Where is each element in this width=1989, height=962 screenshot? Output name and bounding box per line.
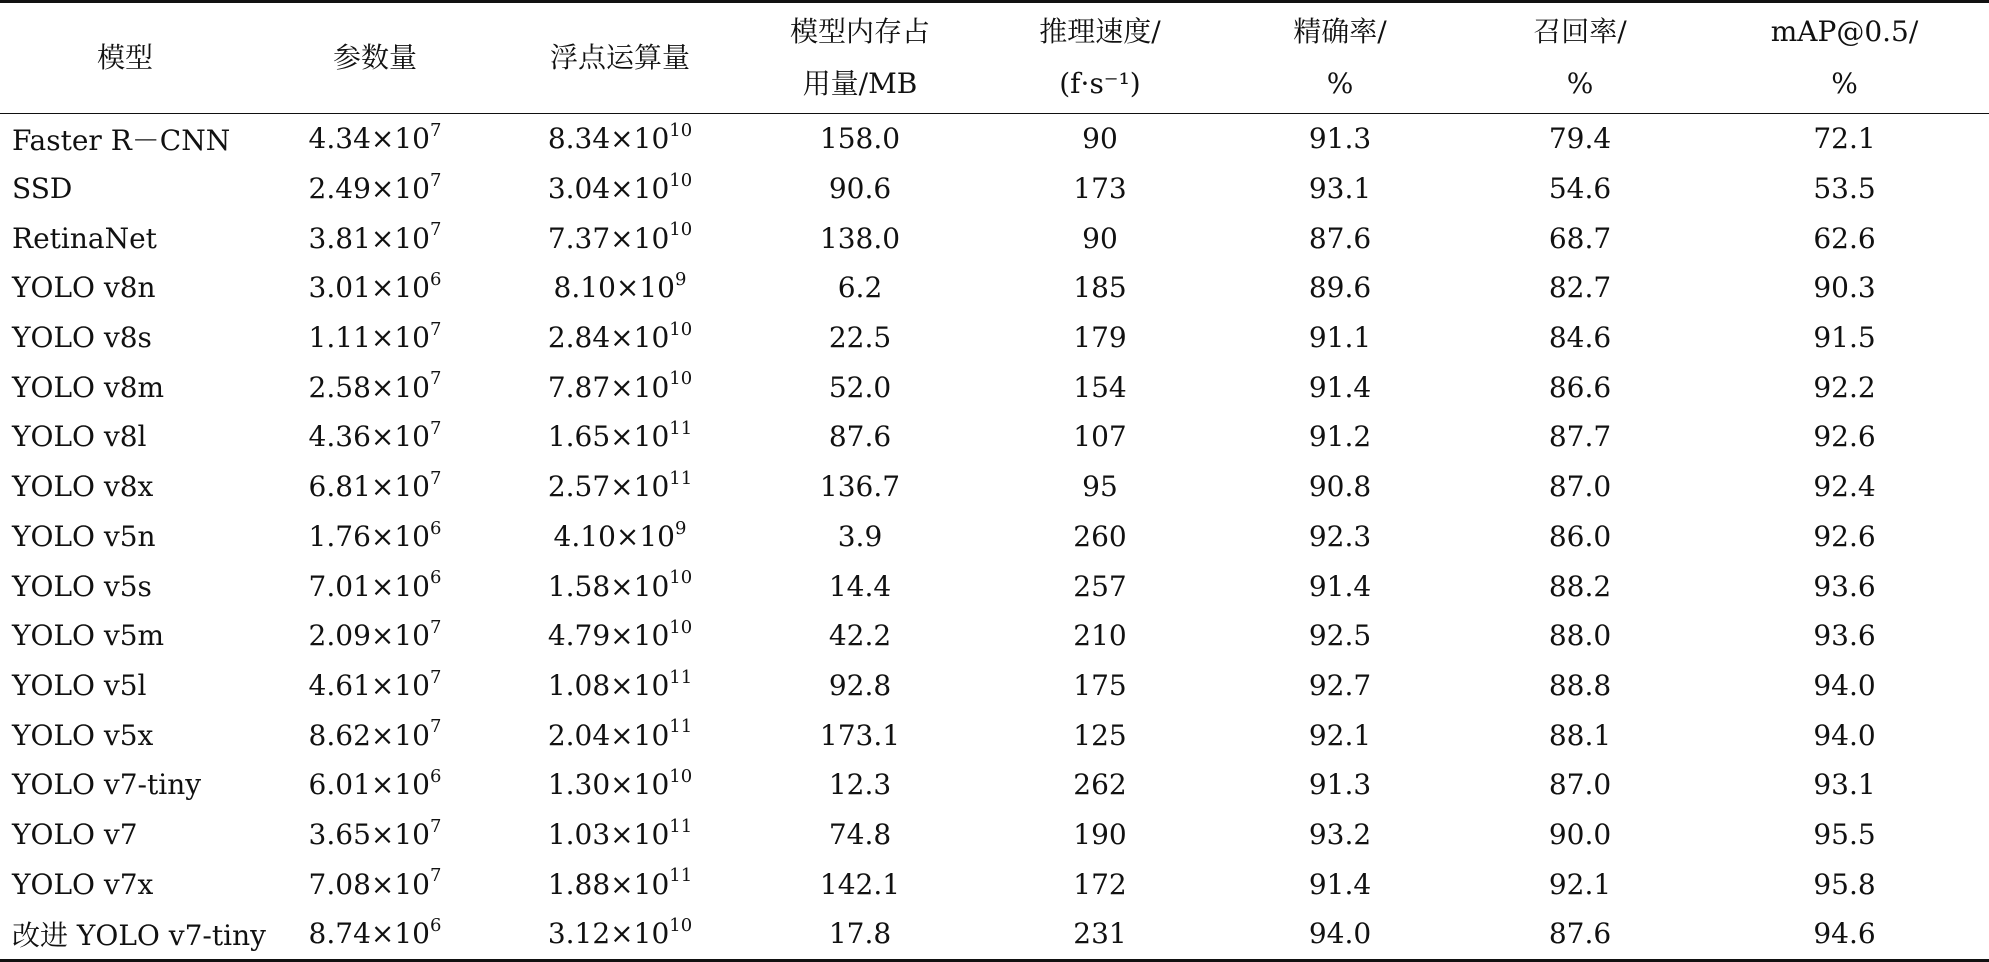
cell-flops-exponent: 11 — [669, 666, 693, 688]
cell-memory: 173.1 — [819, 718, 901, 752]
cell-flops-exponent: 11 — [669, 865, 693, 887]
cell-flops-base: 4.79×10 — [547, 619, 670, 653]
cell-params-base: 1.76×10 — [308, 519, 430, 553]
cell-speed: 90 — [1082, 221, 1118, 255]
cell-recall: 87.7 — [1548, 420, 1612, 454]
cell-flops-exponent: 10 — [669, 368, 693, 390]
cell-flops — [500, 263, 740, 313]
cell-recall: 84.6 — [1548, 321, 1612, 355]
cell-flops-exponent: 10 — [669, 318, 693, 340]
cell-flops — [500, 462, 740, 512]
cell-flops-exponent: 10 — [669, 915, 693, 937]
cell-flops-exponent: 10 — [669, 765, 693, 787]
table-row — [0, 164, 1989, 214]
table-row — [0, 710, 1989, 760]
cell-precision: 89.6 — [1308, 271, 1372, 305]
cell-flops-base: 1.58×10 — [547, 569, 670, 603]
cell-precision: 91.3 — [1308, 122, 1372, 156]
header-map-line1: mAP@0.5/ — [1770, 15, 1919, 48]
cell-map: 93.6 — [1813, 619, 1876, 653]
cell-params — [250, 462, 500, 512]
cell-map: 92.6 — [1813, 519, 1876, 553]
cell-map: 92.6 — [1813, 420, 1876, 454]
cell-flops-exponent: 10 — [669, 169, 693, 191]
cell-map: 53.5 — [1813, 172, 1876, 206]
cell-memory: 90.6 — [828, 172, 892, 206]
cell-params — [250, 909, 500, 960]
cell-speed: 257 — [1073, 569, 1127, 603]
cell-memory: 158.0 — [819, 122, 901, 156]
cell-params — [250, 611, 500, 661]
cell-params-exponent: 7 — [429, 219, 442, 241]
cell-speed: 154 — [1073, 370, 1127, 404]
cell-map: 62.6 — [1813, 221, 1876, 255]
cell-recall: 82.7 — [1548, 271, 1612, 305]
header-speed-line1: 推理速度/ — [1039, 15, 1161, 48]
cell-params-base: 2.58×10 — [308, 370, 430, 404]
cell-map: 95.8 — [1813, 867, 1876, 901]
cell-flops-base: 7.37×10 — [547, 221, 670, 255]
cell-params — [250, 412, 500, 462]
header-recall — [1460, 2, 1700, 114]
cell-params-exponent: 6 — [429, 765, 442, 787]
cell-flops-base: 2.57×10 — [547, 470, 670, 504]
cell-params — [250, 710, 500, 760]
cell-precision: 93.1 — [1308, 172, 1372, 206]
table-body — [0, 114, 1989, 961]
cell-flops-base: 1.65×10 — [547, 420, 670, 454]
cell-speed: 231 — [980, 909, 1220, 960]
cell-flops-base: 2.84×10 — [547, 321, 670, 355]
cell-params-base: 4.34×10 — [308, 122, 430, 156]
table-row — [0, 661, 1989, 711]
cell-speed: 107 — [1073, 420, 1127, 454]
cell-params — [250, 114, 500, 164]
cell-precision: 91.4 — [1308, 867, 1372, 901]
header-map — [1700, 2, 1989, 114]
cell-recall: 86.6 — [1548, 370, 1612, 404]
cell-speed: 260 — [1073, 519, 1127, 553]
cell-params-base: 3.81×10 — [308, 221, 430, 255]
cell-recall: 87.6 — [1460, 909, 1700, 960]
cell-speed: 175 — [1073, 668, 1127, 702]
table-row — [0, 810, 1989, 860]
cell-params-exponent: 7 — [429, 418, 442, 440]
cell-flops — [500, 810, 740, 860]
cell-model: YOLO v8x — [12, 470, 154, 504]
cell-flops-exponent: 10 — [669, 219, 693, 241]
cell-flops — [500, 512, 740, 562]
cell-params-base: 8.62×10 — [308, 718, 430, 752]
cell-map: 93.6 — [1813, 569, 1876, 603]
table-header — [0, 2, 1989, 114]
cell-flops — [500, 859, 740, 909]
table-row — [0, 859, 1989, 909]
cell-flops-exponent: 11 — [669, 467, 693, 489]
cell-precision: 91.4 — [1308, 370, 1372, 404]
cell-model: YOLO v8s — [12, 321, 152, 355]
cell-speed: 173 — [1073, 172, 1127, 206]
cell-flops-base: 1.08×10 — [547, 668, 670, 702]
cell-speed: 179 — [1073, 321, 1127, 355]
cell-flops-exponent: 11 — [669, 716, 693, 738]
cell-flops-base: 3.12×10 — [547, 917, 670, 951]
cell-flops — [500, 362, 740, 412]
table-row — [0, 909, 1989, 960]
cell-params — [250, 213, 500, 263]
cell-model: YOLO v5s — [12, 569, 152, 603]
table-row — [0, 263, 1989, 313]
table-row — [0, 114, 1989, 164]
cell-params-base: 7.01×10 — [308, 569, 430, 603]
cell-flops-base: 2.04×10 — [547, 718, 670, 752]
cell-precision: 91.2 — [1308, 420, 1372, 454]
cell-model: YOLO v7-tiny — [12, 768, 202, 802]
header-params — [250, 2, 500, 114]
cell-flops — [500, 213, 740, 263]
cell-speed: 125 — [1073, 718, 1127, 752]
cell-map: 90.3 — [1813, 271, 1876, 305]
cell-flops-exponent: 9 — [674, 517, 687, 539]
cell-model: YOLO v7x — [12, 867, 154, 901]
cell-flops — [500, 710, 740, 760]
cell-model: YOLO v8l — [12, 420, 147, 454]
header-model-text: 模型 — [96, 41, 153, 74]
cell-recall: 87.0 — [1548, 768, 1612, 802]
cell-recall: 86.0 — [1548, 519, 1612, 553]
cell-params-base: 4.61×10 — [308, 668, 430, 702]
cell-flops — [500, 313, 740, 363]
cell-flops-base: 7.87×10 — [547, 370, 670, 404]
cell-params-exponent: 6 — [429, 517, 442, 539]
cell-memory: 87.6 — [828, 420, 892, 454]
cell-params — [250, 760, 500, 810]
header-memory-line2: 用量/MB — [802, 67, 918, 100]
header-memory-line1: 模型内存占 — [789, 15, 930, 48]
cell-params-exponent: 7 — [429, 716, 442, 738]
cell-precision: 91.4 — [1308, 569, 1372, 603]
cell-model: 改进 YOLO v7-tiny — [0, 909, 250, 960]
cell-flops-base: 8.10×10 — [553, 271, 675, 305]
cell-params — [250, 164, 500, 214]
header-map-line2: % — [1831, 67, 1858, 100]
cell-params-base: 2.49×10 — [308, 172, 430, 206]
cell-params-base: 2.09×10 — [308, 619, 430, 653]
cell-map: 92.4 — [1813, 470, 1876, 504]
cell-map: 94.0 — [1813, 718, 1876, 752]
cell-params-exponent: 7 — [429, 120, 442, 142]
cell-params-base: 6.81×10 — [308, 470, 430, 504]
cell-map: 94.0 — [1813, 668, 1876, 702]
cell-params-base: 1.11×10 — [308, 321, 430, 355]
cell-memory: 12.3 — [828, 768, 892, 802]
cell-map: 72.1 — [1813, 122, 1876, 156]
cell-params-base: 8.74×10 — [308, 917, 430, 951]
cell-params-exponent: 6 — [429, 269, 442, 291]
header-memory — [740, 2, 980, 114]
header-model — [0, 2, 250, 114]
cell-params-base: 4.36×10 — [308, 420, 430, 454]
cell-map: 92.2 — [1813, 370, 1876, 404]
cell-speed: 262 — [1073, 768, 1127, 802]
cell-params — [250, 859, 500, 909]
cell-flops — [500, 164, 740, 214]
cell-params-exponent: 7 — [429, 616, 442, 638]
header-row — [0, 2, 1989, 114]
cell-speed: 90 — [1082, 122, 1118, 156]
cell-params-exponent: 7 — [429, 865, 442, 887]
cell-model: SSD — [12, 172, 73, 206]
table-row — [0, 462, 1989, 512]
cell-flops-base: 4.10×10 — [553, 519, 675, 553]
cell-params-exponent: 7 — [429, 169, 442, 191]
cell-params-exponent: 7 — [429, 666, 442, 688]
cell-params — [250, 313, 500, 363]
cell-flops — [500, 661, 740, 711]
cell-params-exponent: 7 — [429, 467, 442, 489]
cell-precision: 92.7 — [1308, 668, 1372, 702]
cell-recall: 54.6 — [1548, 172, 1612, 206]
cell-precision: 93.2 — [1308, 817, 1372, 851]
cell-memory: 17.8 — [740, 909, 980, 960]
cell-speed: 190 — [1073, 817, 1127, 851]
cell-model: RetinaNet — [12, 221, 157, 255]
table-row — [0, 561, 1989, 611]
cell-recall: 88.2 — [1548, 569, 1612, 603]
cell-recall: 92.1 — [1548, 867, 1612, 901]
cell-memory: 92.8 — [828, 668, 892, 702]
header-precision-line1: 精确率/ — [1293, 15, 1387, 48]
cell-speed: 210 — [1073, 619, 1127, 653]
cell-flops-base: 1.03×10 — [547, 817, 670, 851]
cell-params — [250, 810, 500, 860]
cell-memory: 14.4 — [828, 569, 892, 603]
cell-params — [250, 512, 500, 562]
cell-model: YOLO v5n — [12, 519, 156, 553]
header-precision — [1220, 2, 1460, 114]
cell-params-base: 3.01×10 — [308, 271, 430, 305]
header-flops — [500, 2, 740, 114]
header-precision-line2: % — [1326, 67, 1354, 100]
cell-speed: 95 — [1082, 470, 1118, 504]
cell-params — [250, 263, 500, 313]
cell-flops-exponent: 11 — [669, 815, 693, 837]
cell-precision: 90.8 — [1308, 470, 1372, 504]
cell-flops — [500, 760, 740, 810]
cell-recall: 68.7 — [1548, 221, 1612, 255]
cell-precision: 91.1 — [1308, 321, 1372, 355]
cell-recall: 79.4 — [1548, 122, 1612, 156]
cell-memory: 6.2 — [837, 271, 883, 305]
table-row — [0, 512, 1989, 562]
cell-params-base: 7.08×10 — [308, 867, 430, 901]
cell-params-exponent: 6 — [429, 567, 442, 589]
cell-precision: 92.1 — [1308, 718, 1372, 752]
cell-flops — [500, 412, 740, 462]
cell-flops — [500, 611, 740, 661]
cell-flops-exponent: 10 — [669, 567, 693, 589]
cell-precision: 87.6 — [1308, 221, 1372, 255]
cell-flops-base: 1.30×10 — [547, 768, 670, 802]
cell-flops-base: 8.34×10 — [547, 122, 670, 156]
cell-flops — [500, 114, 740, 164]
cell-recall: 88.1 — [1548, 718, 1612, 752]
cell-flops — [500, 909, 740, 960]
cell-model: YOLO v8m — [12, 370, 165, 404]
cell-memory: 142.1 — [819, 867, 901, 901]
cell-memory: 22.5 — [828, 321, 892, 355]
cell-params-exponent: 7 — [429, 815, 442, 837]
cell-model: YOLO v5m — [12, 619, 165, 653]
cell-map: 91.5 — [1813, 321, 1876, 355]
cell-flops-exponent: 10 — [669, 120, 693, 142]
cell-recall: 90.0 — [1548, 817, 1612, 851]
cell-flops-exponent: 10 — [669, 616, 693, 638]
cell-memory: 3.9 — [837, 519, 883, 553]
cell-model: YOLO v8n — [12, 271, 156, 305]
cell-memory: 136.7 — [819, 470, 901, 504]
cell-map: 93.1 — [1813, 768, 1876, 802]
table-row — [0, 412, 1989, 462]
cell-params-base: 3.65×10 — [308, 817, 430, 851]
table-row — [0, 313, 1989, 363]
table-row — [0, 760, 1989, 810]
cell-memory: 42.2 — [828, 619, 892, 653]
cell-memory: 52.0 — [828, 370, 892, 404]
header-params-text: 参数量 — [332, 41, 417, 74]
cell-memory: 74.8 — [828, 817, 892, 851]
cell-model: YOLO v7 — [12, 817, 138, 851]
cell-params — [250, 362, 500, 412]
cell-params — [250, 661, 500, 711]
cell-flops-base: 3.04×10 — [547, 172, 670, 206]
cell-params-exponent: 7 — [429, 318, 442, 340]
header-speed — [980, 2, 1220, 114]
cell-map: 95.5 — [1813, 817, 1876, 851]
cell-model: YOLO v5l — [12, 668, 147, 702]
cell-params — [250, 561, 500, 611]
cell-flops — [500, 561, 740, 611]
cell-precision: 91.3 — [1308, 768, 1372, 802]
cell-flops-base: 1.88×10 — [547, 867, 670, 901]
header-recall-line1: 召回率/ — [1533, 15, 1627, 48]
cell-speed: 172 — [1073, 867, 1127, 901]
table-row — [0, 213, 1989, 263]
cell-params-exponent: 7 — [429, 368, 442, 390]
header-flops-text: 浮点运算量 — [549, 41, 690, 74]
cell-precision: 92.5 — [1308, 619, 1372, 653]
cell-flops-exponent: 11 — [669, 418, 693, 440]
header-speed-line2: (f·s⁻¹) — [1059, 67, 1141, 100]
cell-model: YOLO v5x — [12, 718, 154, 752]
cell-params-exponent: 6 — [429, 915, 442, 937]
cell-recall: 87.0 — [1548, 470, 1612, 504]
table-row — [0, 611, 1989, 661]
cell-model: Faster R－CNN — [12, 123, 231, 157]
cell-memory: 138.0 — [819, 221, 901, 255]
cell-flops-exponent: 9 — [674, 269, 687, 291]
cell-precision: 94.0 — [1220, 909, 1460, 960]
cell-map: 94.6 — [1700, 909, 1989, 960]
table-row — [0, 362, 1989, 412]
cell-recall: 88.0 — [1548, 619, 1612, 653]
cell-precision: 92.3 — [1308, 519, 1372, 553]
header-recall-line2: % — [1566, 67, 1594, 100]
cell-recall: 88.8 — [1548, 668, 1612, 702]
cell-speed: 185 — [1073, 271, 1127, 305]
cell-params-base: 6.01×10 — [308, 768, 430, 802]
